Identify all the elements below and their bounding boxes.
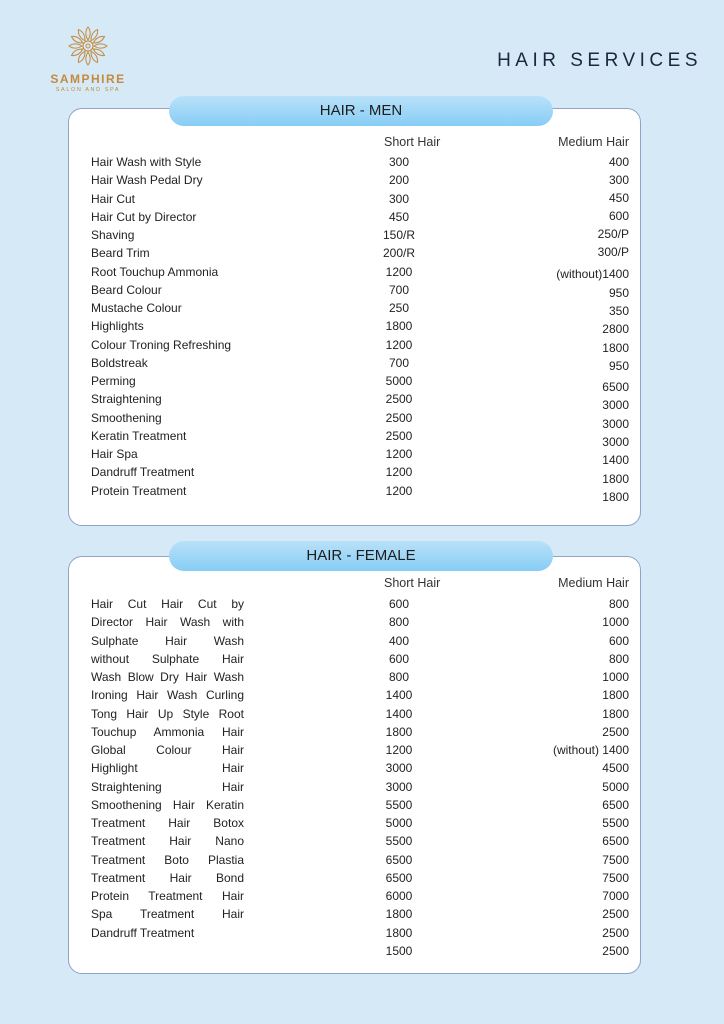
men-medium-hair-price: 2800	[602, 322, 629, 336]
female-service-name: Dandruff Treatment	[91, 925, 195, 940]
female-medium-hair-price: 1800	[602, 706, 629, 721]
men-table-row	[69, 374, 640, 392]
female-medium-hair-price: 600	[608, 633, 629, 648]
men-short-hair-price: 2500	[385, 410, 413, 425]
men-medium-hair-header: Medium Hair	[558, 135, 629, 149]
men-service-name: Straightening	[91, 392, 162, 407]
female-service-name: Sulphate Hair Wash	[91, 633, 244, 648]
men-short-hair-price: 450	[388, 209, 410, 224]
female-short-hair-price: 3000	[385, 779, 413, 794]
men-service-name: Shaving	[91, 228, 135, 242]
female-medium-hair-price: 4500	[602, 761, 629, 776]
female-service-name: Director Hair Wash with	[91, 615, 244, 630]
men-service-name: Hair Spa	[91, 447, 138, 461]
female-table-row	[69, 670, 640, 688]
female-short-hair-price: 1500	[385, 943, 413, 958]
female-service-name: Global Colour Hair	[91, 743, 244, 757]
men-short-hair-price: 2500	[385, 428, 413, 443]
brand-name: SAMPHIRE	[50, 72, 126, 86]
men-short-hair-price: 200/R	[382, 246, 416, 261]
men-medium-hair-price: 1400	[602, 453, 629, 467]
men-short-hair-price: 1200	[385, 264, 413, 279]
female-table-row	[69, 907, 640, 925]
female-service-name: Treatment Hair Nano	[91, 834, 244, 849]
men-medium-hair-price: 6500	[602, 380, 629, 394]
men-service-name: Beard Colour	[91, 282, 162, 297]
female-table-row	[69, 688, 640, 706]
female-medium-hair-price: 2500	[602, 943, 629, 958]
female-table-row	[69, 853, 640, 871]
female-short-hair-price: 3000	[385, 761, 413, 776]
men-medium-hair-price: 400	[608, 155, 629, 169]
female-short-hair-price: 1800	[385, 925, 413, 940]
men-short-hair-price: 1200	[385, 447, 413, 461]
men-short-hair-price: 300	[388, 191, 410, 206]
female-service-name: Protein Treatment Hair	[91, 889, 244, 903]
female-short-hair-price: 1400	[385, 688, 413, 703]
female-table-row	[69, 597, 640, 615]
female-service-name: Hair Cut Hair Cut by	[91, 597, 244, 611]
female-table-row	[69, 780, 640, 798]
female-medium-hair-price: 6500	[602, 797, 629, 812]
men-table-row	[69, 447, 640, 465]
men-short-hair-price: 1200	[385, 465, 413, 480]
female-short-hair-price: 600	[388, 597, 410, 611]
men-medium-hair-price: 950	[608, 359, 629, 373]
mandala-icon	[66, 24, 110, 68]
female-service-name: Touchup Ammonia Hair	[91, 724, 244, 739]
men-short-hair-header: Short Hair	[384, 135, 441, 149]
female-table-row	[69, 761, 640, 779]
men-medium-hair-price: 950	[608, 286, 629, 300]
female-medium-hair-price: 7500	[602, 852, 629, 867]
men-short-hair-price: 1200	[385, 483, 413, 498]
female-service-name: Tong Hair Up Style Root	[91, 706, 244, 721]
men-medium-hair-price: 3000	[602, 435, 629, 449]
female-short-hair-price: 800	[388, 615, 410, 630]
men-medium-hair-price: (without)1400	[556, 267, 629, 281]
men-section-title: HAIR - MEN	[169, 96, 553, 126]
men-service-name: Beard Trim	[91, 246, 150, 261]
female-short-hair-price: 5500	[385, 834, 413, 849]
men-short-hair-price: 5000	[385, 374, 413, 388]
female-short-hair-price: 6500	[385, 870, 413, 885]
female-medium-hair-price: 5000	[602, 779, 629, 794]
men-service-name: Hair Wash with Style	[91, 155, 202, 169]
men-service-name: Root Touchup Ammonia	[91, 264, 219, 279]
female-table-row	[69, 834, 640, 852]
female-table-row	[69, 816, 640, 834]
men-service-name: Keratin Treatment	[91, 428, 187, 443]
female-short-hair-price: 1800	[385, 724, 413, 739]
men-short-hair-price: 700	[388, 355, 410, 370]
female-short-hair-price: 1800	[385, 907, 413, 922]
female-medium-hair-price: 5500	[602, 816, 629, 830]
men-medium-hair-price: 300	[608, 173, 629, 187]
female-service-name: Smoothening Hair Keratin	[91, 797, 244, 812]
men-medium-hair-price: 1800	[602, 341, 629, 355]
female-short-hair-header: Short Hair	[384, 576, 441, 590]
men-service-name: Boldstreak	[91, 355, 148, 370]
men-table-row	[69, 246, 640, 264]
female-medium-hair-price: 800	[608, 651, 629, 666]
men-table-row	[69, 392, 640, 410]
men-short-hair-price: 200	[388, 173, 410, 188]
men-service-name: Perming	[91, 374, 136, 388]
brand-tagline: SALON AND SPA	[55, 87, 121, 93]
men-table-row	[69, 173, 640, 191]
men-table-row	[69, 429, 640, 447]
men-short-hair-price: 1200	[385, 337, 413, 352]
female-table-row	[69, 926, 640, 944]
brand-logo	[40, 24, 136, 93]
men-service-name: Highlights	[91, 319, 144, 334]
female-table-row	[69, 707, 640, 725]
men-service-name: Hair Wash Pedal Dry	[91, 173, 203, 188]
men-table-row	[69, 155, 640, 173]
female-service-name: without Sulphate Hair	[91, 651, 244, 666]
female-service-name: Treatment Hair Bond	[91, 870, 244, 885]
female-medium-hair-price: 1000	[602, 615, 629, 630]
men-table-row	[69, 484, 640, 502]
female-short-hair-price: 400	[388, 633, 410, 648]
men-short-hair-price: 250	[388, 301, 410, 315]
female-table-row	[69, 944, 640, 962]
female-services-card	[68, 556, 641, 974]
female-section-title: HAIR - FEMALE	[169, 541, 553, 571]
female-medium-hair-price: 1000	[602, 670, 629, 684]
men-medium-hair-price: 1800	[602, 490, 629, 504]
female-medium-hair-header: Medium Hair	[558, 576, 629, 590]
men-table-row	[69, 283, 640, 301]
female-service-name: Straightening Hair	[91, 779, 244, 794]
female-medium-hair-price: 2500	[602, 925, 629, 940]
page-title: HAIR SERVICES	[497, 50, 702, 71]
female-short-hair-price: 600	[388, 651, 410, 666]
female-table-row	[69, 634, 640, 652]
female-table-row	[69, 889, 640, 907]
female-short-hair-price: 6000	[385, 889, 413, 903]
female-service-name: Treatment Hair Botox	[91, 816, 244, 830]
men-service-name: Dandruff Treatment	[91, 465, 195, 480]
female-medium-hair-price: 7500	[602, 870, 629, 885]
female-service-name: Highlight Hair	[91, 761, 244, 776]
female-table-row	[69, 615, 640, 633]
female-table-row	[69, 743, 640, 761]
men-short-hair-price: 1800	[385, 319, 413, 334]
female-short-hair-price: 800	[388, 670, 410, 684]
men-service-name: Mustache Colour	[91, 301, 182, 315]
men-table-row	[69, 319, 640, 337]
men-medium-hair-price: 350	[608, 304, 629, 318]
men-table-row	[69, 210, 640, 228]
female-medium-hair-price: 800	[608, 597, 629, 611]
female-medium-hair-price: 2500	[602, 907, 629, 922]
men-table-row	[69, 338, 640, 356]
female-short-hair-price: 5500	[385, 797, 413, 812]
men-service-name: Hair Cut	[91, 191, 136, 206]
female-short-hair-price: 1200	[385, 743, 413, 757]
men-medium-hair-price: 3000	[602, 398, 629, 412]
female-medium-hair-price: 7000	[602, 889, 629, 903]
female-service-name: Treatment Boto Plastia	[91, 852, 244, 867]
men-table-row	[69, 301, 640, 319]
female-medium-hair-price: 1800	[602, 688, 629, 703]
men-service-name: Protein Treatment	[91, 483, 187, 498]
men-medium-hair-price: 1800	[602, 472, 629, 486]
men-table-row	[69, 192, 640, 210]
female-service-name: Ironing Hair Wash Curling	[91, 688, 244, 703]
female-medium-hair-price: 6500	[602, 834, 629, 849]
female-short-hair-price: 6500	[385, 852, 413, 867]
female-short-hair-price: 5000	[385, 816, 413, 830]
men-medium-hair-price: 600	[608, 209, 629, 223]
men-services-card	[68, 108, 641, 526]
men-table-row	[69, 228, 640, 246]
men-short-hair-price: 300	[388, 155, 410, 169]
men-short-hair-price: 2500	[385, 392, 413, 407]
men-table-row	[69, 356, 640, 374]
men-short-hair-price: 150/R	[382, 228, 416, 242]
female-medium-hair-price: 2500	[602, 724, 629, 739]
female-service-name: Spa Treatment Hair	[91, 907, 244, 922]
female-short-hair-price: 1400	[385, 706, 413, 721]
men-medium-hair-price: 300/P	[597, 245, 629, 259]
female-medium-hair-price: (without) 1400	[552, 743, 629, 757]
female-table-row	[69, 725, 640, 743]
men-service-name: Hair Cut by Director	[91, 209, 197, 224]
men-short-hair-price: 700	[388, 282, 410, 297]
men-medium-hair-price: 250/P	[597, 227, 629, 241]
men-table-row	[69, 265, 640, 283]
men-table-row	[69, 411, 640, 429]
men-service-name: Smoothening	[91, 410, 162, 425]
female-table-row	[69, 871, 640, 889]
men-table-row	[69, 465, 640, 486]
men-medium-hair-price: 450	[608, 191, 629, 205]
female-table-row	[69, 798, 640, 816]
female-table-row	[69, 652, 640, 670]
men-medium-hair-price: 3000	[602, 417, 629, 431]
female-service-name: Wash Blow Dry Hair Wash	[91, 670, 244, 684]
men-service-name: Colour Troning Refreshing	[91, 337, 232, 352]
